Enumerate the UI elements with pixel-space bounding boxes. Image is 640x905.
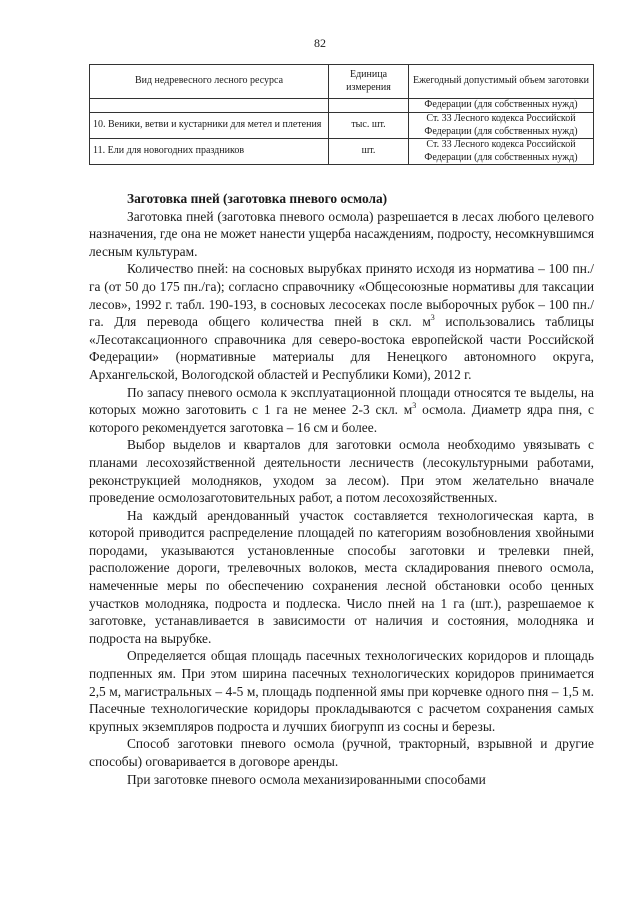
table-cell: 10. Веники, ветви и кустарники для метел и плетения bbox=[90, 113, 329, 139]
table-cell: Ст. 33 Лесного кодекса Российской Федерации (для собственных нужд) bbox=[409, 139, 594, 165]
table-header-cell: Вид недревесного лесного ресурса bbox=[90, 65, 329, 99]
paragraph: На каждый арендованный участок составляется технологическая карта, в которой приводится распределение площадей по категориям возобновления хвойными породами, указываются установленные способы заготовки и трелевки пней, расположение дороги, трелевочных волоков, места складирования пневого осмола, намеченные меры по обеспечению сохранения лесной обстановки особо ценных участков молодняка, подроста и подлеска. Число пней на 1 га (шт.), разрешаемое к заготовке, устанавливается в зависимости от наличия и состояния, молодняка и подроста на вырубке. bbox=[89, 507, 594, 646]
table-cell: шт. bbox=[329, 139, 409, 165]
table-header-cell: Единица измерения bbox=[329, 65, 409, 99]
paragraph-text: использовались таблицы «Лесотаксационного справочника для северо-востока европейской части Российской Федерации» (нормативные материалы для Ненецкого автономного округа, Архангельской, Вологодской областей и Республики Коми), 2012 г. bbox=[89, 314, 594, 382]
table-row bbox=[90, 139, 594, 165]
page-number: 82 bbox=[314, 36, 326, 50]
table-cell bbox=[90, 99, 329, 113]
paragraph: Выбор выделов и кварталов для заготовки осмола необходимо увязывать с планами лесохозяйственной деятельности лесничеств (лесокультурными работами, реконструкцией молодняков, уходом за лесом). При этом желательно вначале проведение осмолозаготовительных работ, а потом лесохозяйственных. bbox=[89, 437, 594, 506]
paragraph: Способ заготовки пневого осмола (ручной, тракторный, взрывной и другие способы) оговаривается в договоре аренды. bbox=[89, 736, 594, 769]
section-heading: Заготовка пней (заготовка пневого осмола) bbox=[127, 191, 388, 206]
table-cell bbox=[329, 99, 409, 113]
paragraph-text: Количество пней: на сосновых вырубках принято исходя из норматива – 100 пн./га (от 50 до 175 пн./га); согласно справочнику «Общесоюзные нормативы для таксации лесов», 1992 г. табл. 190-193, в сосновых лесосеках после выборочных рубок – 100 пн./га. Для перевода общего количества пней в скл. м bbox=[89, 261, 594, 330]
superscript: 3 bbox=[412, 401, 417, 411]
paragraph: При заготовке пневого осмола механизированными способами bbox=[127, 771, 486, 787]
resources-table bbox=[89, 64, 594, 165]
paragraph-text: осмола. Диаметр ядра пня, с которого рекомендуется заготовка – 16 см и более. bbox=[89, 402, 594, 435]
superscript: 3 bbox=[430, 313, 435, 323]
table-cell: Ст. 33 Лесного кодекса Российской Федерации (для собственных нужд) bbox=[409, 113, 594, 139]
table-cell: 11. Ели для новогодних праздников bbox=[90, 139, 329, 165]
paragraph bbox=[89, 384, 594, 437]
table-cell: тыс. шт. bbox=[329, 113, 409, 139]
table-row bbox=[90, 113, 594, 139]
document-body bbox=[89, 190, 594, 788]
paragraph: Определяется общая площадь пасечных технологических коридоров и площадь подпенных ям. При этом ширина пасечных технологических коридоров принимается 2,5 м, магистральных – 4-5 м, площадь подпенной ямы при корчевке одного пня – 1,5 м. Пасечные технологические коридоры прокладываются с расчетом сохранения самых крупных экземпляров подроста и лучших биогрупп из сосны и березы. bbox=[89, 648, 594, 734]
table-header-cell: Ежегодный допустимый объем заготовки bbox=[409, 65, 594, 99]
paragraph bbox=[89, 260, 594, 383]
table-row bbox=[90, 99, 594, 113]
paragraph: Заготовка пней (заготовка пневого осмола) разрешается в лесах любого целевого назначения, где она не может нанести ущерба насаждениям, подросту, несомкнувшимся лесным культурам. bbox=[89, 208, 594, 259]
paragraph-text: По запасу пневого осмола к эксплуатационной площади относятся те выделы, на которых можно заготовить с 1 га не менее 2-3 скл. м bbox=[89, 384, 594, 418]
table-header-row bbox=[90, 65, 594, 99]
table-cell: Федерации (для собственных нужд) bbox=[409, 99, 594, 113]
